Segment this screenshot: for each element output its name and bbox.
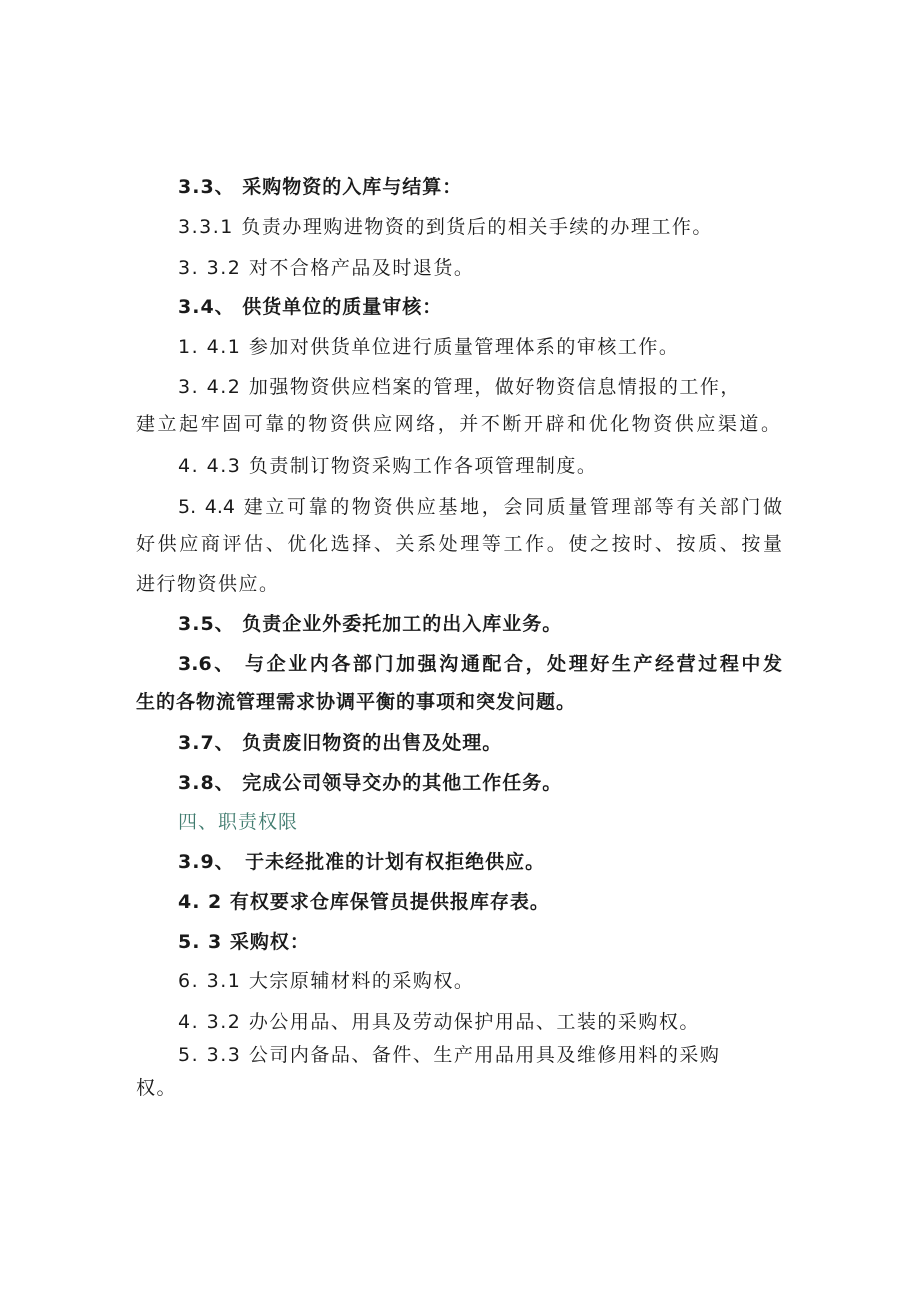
section-heading-3-6: 3.6、 与企业内各部门加强沟通配合，处理好生产经营过程中发 [178, 653, 782, 675]
section-heading-3-8: 3.8、 完成公司领导交办的其他工作任务。 [178, 772, 563, 794]
paragraph-continuation: 建立起牢固可靠的物资供应网络，并不断开辟和优化物资供应渠道。 [136, 413, 780, 435]
paragraph: 4. 4.3 负责制订物资采购工作各项管理制度。 [178, 455, 598, 477]
paragraph: 3.3.1 负责办理购进物资的到货后的相关手续的办理工作。 [178, 216, 713, 238]
paragraph: 3. 3.2 对不合格产品及时退货。 [178, 257, 475, 279]
section-heading-3-5: 3.5、 负责企业外委托加工的出入库业务。 [178, 613, 563, 635]
paragraph: 1. 4.1 参加对供货单位进行质量管理体系的审核工作。 [178, 336, 680, 358]
paragraph: 5. 3.3 公司内备品、备件、生产用品用具及维修用料的采购 [178, 1044, 721, 1066]
paragraph: 3. 4.2 加强物资供应档案的管理，做好物资信息情报的工作， [178, 376, 741, 398]
authority-item: 3.9、 于未经批准的计划有权拒绝供应。 [178, 851, 546, 873]
paragraph-continuation: 好供应商评估、优化选择、关系处理等工作。使之按时、按质、按量 [136, 533, 782, 555]
paragraph: 6. 3.1 大宗原辅材料的采购权。 [178, 970, 475, 992]
section-heading-3-4: 3.4、 供货单位的质量审核： [178, 296, 443, 318]
chapter-heading: 四、职责权限 [178, 811, 299, 833]
section-heading-3-6-continuation: 生的各物流管理需求协调平衡的事项和突发问题。 [136, 691, 577, 713]
authority-item: 4. 2 有权要求仓库保管员提供报库存表。 [178, 891, 550, 913]
paragraph: 5. 4.4 建立可靠的物资供应基地，会同质量管理部等有关部门做 [178, 496, 782, 518]
paragraph-continuation: 进行物资供应。 [136, 573, 280, 595]
paragraph-continuation: 权。 [136, 1077, 178, 1099]
authority-item: 5. 3 采购权： [178, 931, 310, 953]
section-heading-3-7: 3.7、 负责废旧物资的出售及处理。 [178, 732, 503, 754]
paragraph: 4. 3.2 办公用品、用具及劳动保护用品、工装的采购权。 [178, 1011, 700, 1033]
section-heading-3-3: 3.3、 采购物资的入库与结算： [178, 176, 463, 198]
